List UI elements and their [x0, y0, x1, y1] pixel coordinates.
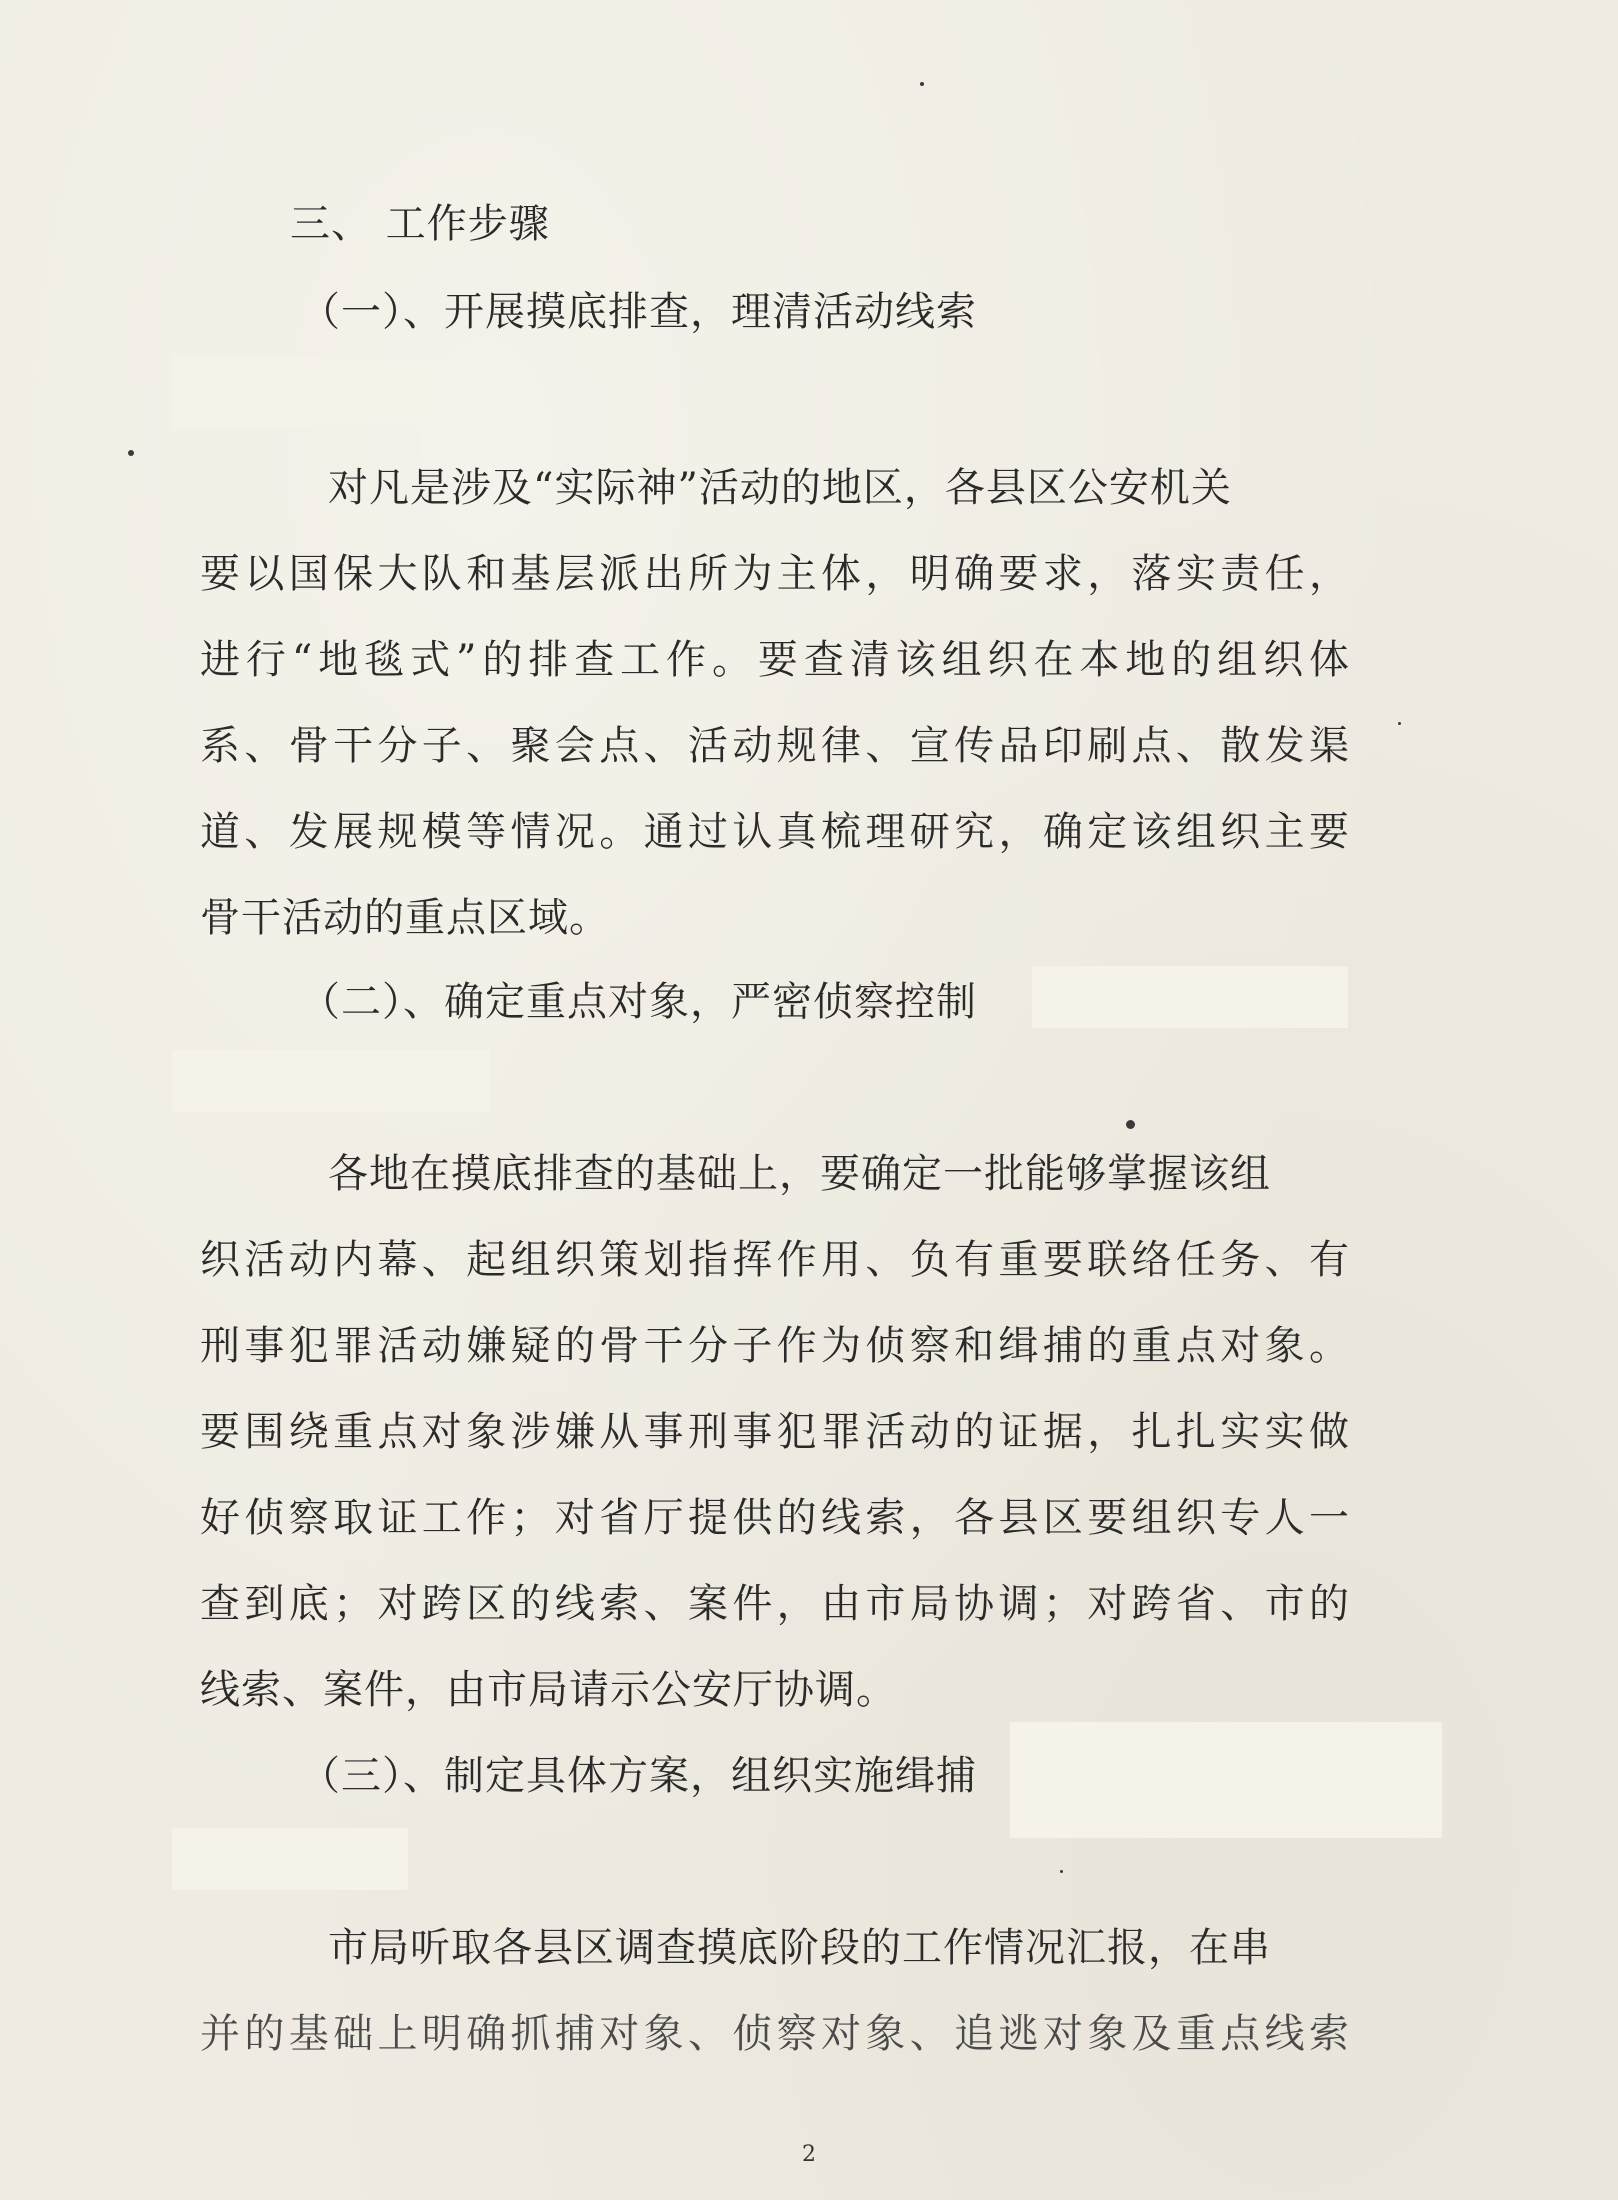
paragraph-2-line: 好侦察取证工作；对省厅提供的线索，各县区要组织专人一: [200, 1495, 1350, 1541]
paragraph-2-line: 刑事犯罪活动嫌疑的骨干分子作为侦察和缉捕的重点对象。: [200, 1323, 1350, 1369]
paragraph-2-line: 查到底；对跨区的线索、案件，由市局协调；对跨省、市的: [200, 1581, 1350, 1627]
subsection-heading-1: （一）、开展摸底排查，理清活动线索: [300, 289, 977, 335]
paragraph-2-line: 要围绕重点对象涉嫌从事刑事犯罪活动的证据，扎扎实实做: [200, 1409, 1350, 1455]
paragraph-2-line: 织活动内幕、起组织策划指挥作用、负有重要联络任务、有: [200, 1237, 1350, 1283]
paragraph-1-line: 骨干活动的重点区域。: [200, 895, 610, 941]
redaction-block: [1032, 966, 1348, 1028]
redaction-block: [172, 1050, 490, 1112]
paragraph-1-line: 对凡是涉及“实际神”活动的地区，各县区公安机关: [328, 465, 1232, 511]
paragraph-2-line: 各地在摸底排查的基础上，要确定一批能够掌握该组: [328, 1151, 1271, 1197]
redaction-block: [1010, 1722, 1442, 1838]
scan-speck: [1060, 1870, 1063, 1873]
subsection-heading-3: （三）、制定具体方案，组织实施缉捕: [300, 1753, 977, 1799]
paragraph-3-line: 并的基础上明确抓捕对象、侦察对象、追逃对象及重点线索: [200, 2011, 1350, 2057]
redaction-block: [172, 356, 444, 428]
scan-speck: [128, 450, 134, 456]
subsection-heading-2: （二）、确定重点对象，严密侦察控制: [300, 979, 977, 1025]
redaction-block: [172, 1828, 408, 1890]
paragraph-1-line: 进行“地毯式”的排查工作。要查清该组织在本地的组织体: [200, 637, 1350, 683]
scan-speck: [920, 82, 924, 86]
page-number: 2: [802, 2142, 816, 2167]
section-heading: 三、 工作步骤: [290, 201, 550, 247]
paragraph-1-line: 道、发展规模等情况。通过认真梳理研究，确定该组织主要: [200, 809, 1350, 855]
paragraph-1-line: 要以国保大队和基层派出所为主体，明确要求，落实责任，: [200, 551, 1350, 597]
paragraph-1-line: 系、骨干分子、聚会点、活动规律、宣传品印刷点、散发渠: [200, 723, 1350, 769]
scan-speck: [1126, 1120, 1135, 1129]
scan-speck: [1398, 722, 1401, 725]
paragraph-3-line: 市局听取各县区调查摸底阶段的工作情况汇报，在串: [328, 1925, 1271, 1971]
paragraph-2-line: 线索、案件，由市局请示公安厅协调。: [200, 1667, 897, 1713]
